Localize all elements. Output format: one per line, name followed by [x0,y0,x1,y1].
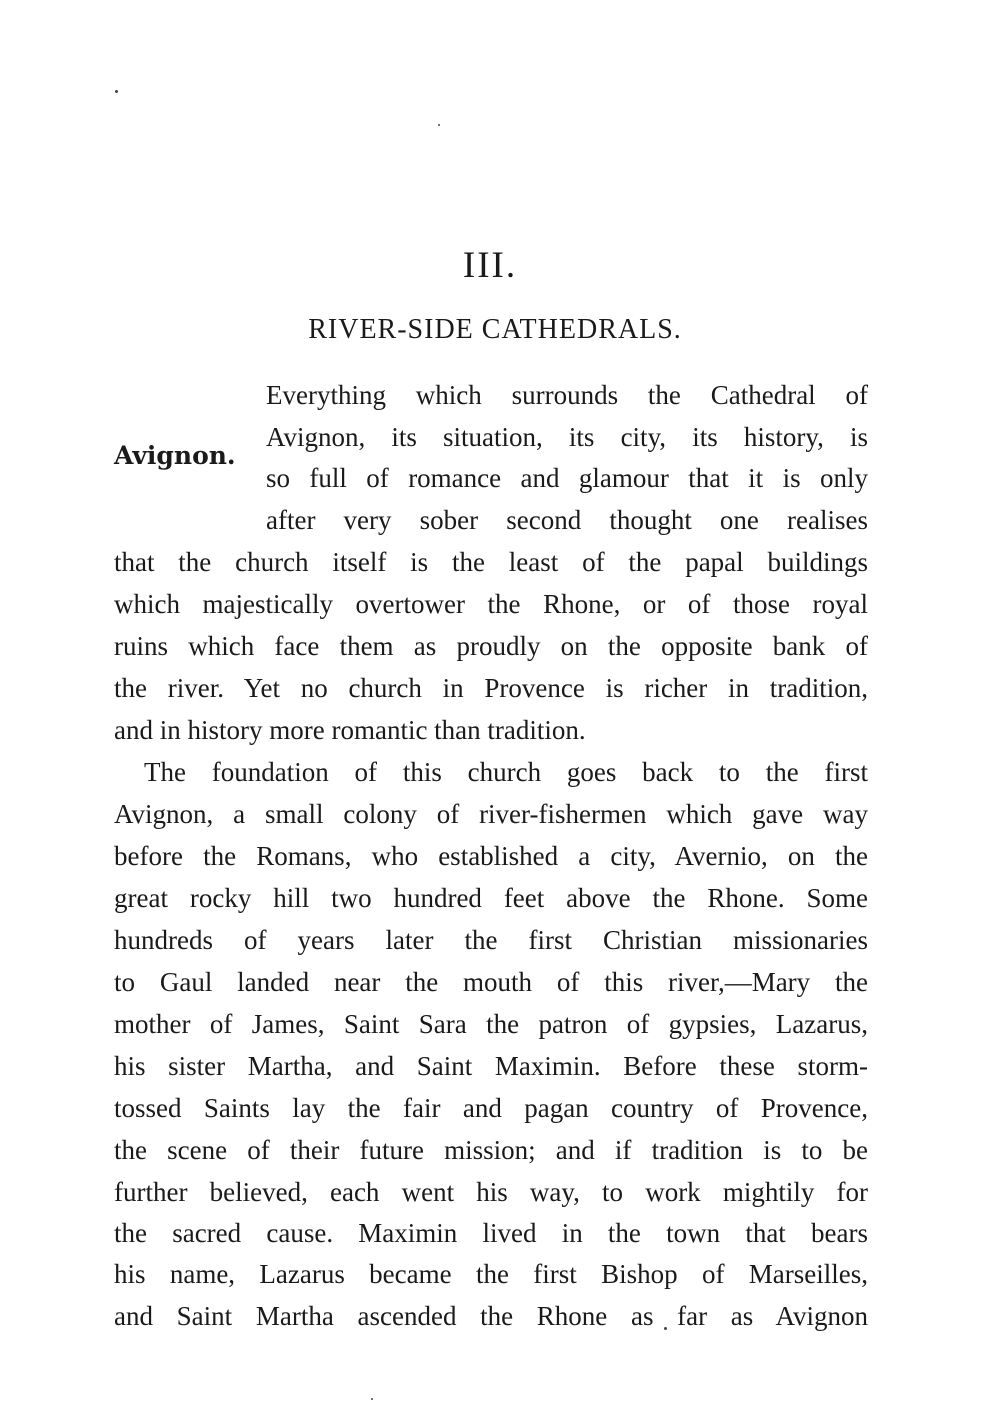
body-line: the sacred cause. Maximin lived in the town that bears [114,1218,868,1248]
body-line: ruins which face them as proudly on the opposite bank of [114,631,868,661]
body-line: his sister Martha, and Saint Maximin. Before these storm- [114,1051,868,1081]
ink-speck [438,124,440,126]
body-line: that the church itself is the least of the papal buildings [114,547,868,577]
body-line: tossed Saints lay the fair and pagan country of Provence, [114,1093,868,1123]
margin-sidenote: Avignon. [114,441,236,470]
body-line: which majestically overtower the Rhone, or of those royal [114,589,868,619]
body-line: the scene of their future mission; and if tradition is to be [114,1135,868,1165]
body-line: and in history more romantic than tradition. [114,715,586,745]
ink-speck [115,90,118,93]
body-line: to Gaul landed near the mouth of this river,—Mary the [114,967,868,997]
body-line: mother of James, Saint Sara the patron of gypsies, Lazarus, [114,1009,868,1039]
chapter-number: III. [462,245,518,286]
body-line: Avignon, its situation, its city, its history, is [266,422,868,452]
body-line: the river. Yet no church in Provence is richer in tradition, [114,673,868,703]
body-line: and Saint Martha ascended the Rhone as far as Avignon [114,1301,868,1331]
body-line: after very sober second thought one realises [266,505,868,535]
body-line: Everything which surrounds the Cathedral of [266,380,868,410]
ink-speck [371,1398,373,1400]
chapter-title: RIVER-SIDE CATHEDRALS. [308,314,682,345]
body-line: great rocky hill two hundred feet above the Rhone. Some [114,883,868,913]
body-line: his name, Lazarus became the first Bishop of Marseilles, [114,1259,868,1289]
body-line: hundreds of years later the first Christian missionaries [114,925,868,955]
body-line: before the Romans, who established a city, Avernio, on the [114,841,868,871]
body-line: so full of romance and glamour that it is only [266,463,868,493]
body-line: further believed, each went his way, to work mightily for [114,1177,868,1207]
body-line: Avignon, a small colony of river-fishermen which gave way [114,799,868,829]
body-line: The foundation of this church goes back to the first [144,757,868,787]
